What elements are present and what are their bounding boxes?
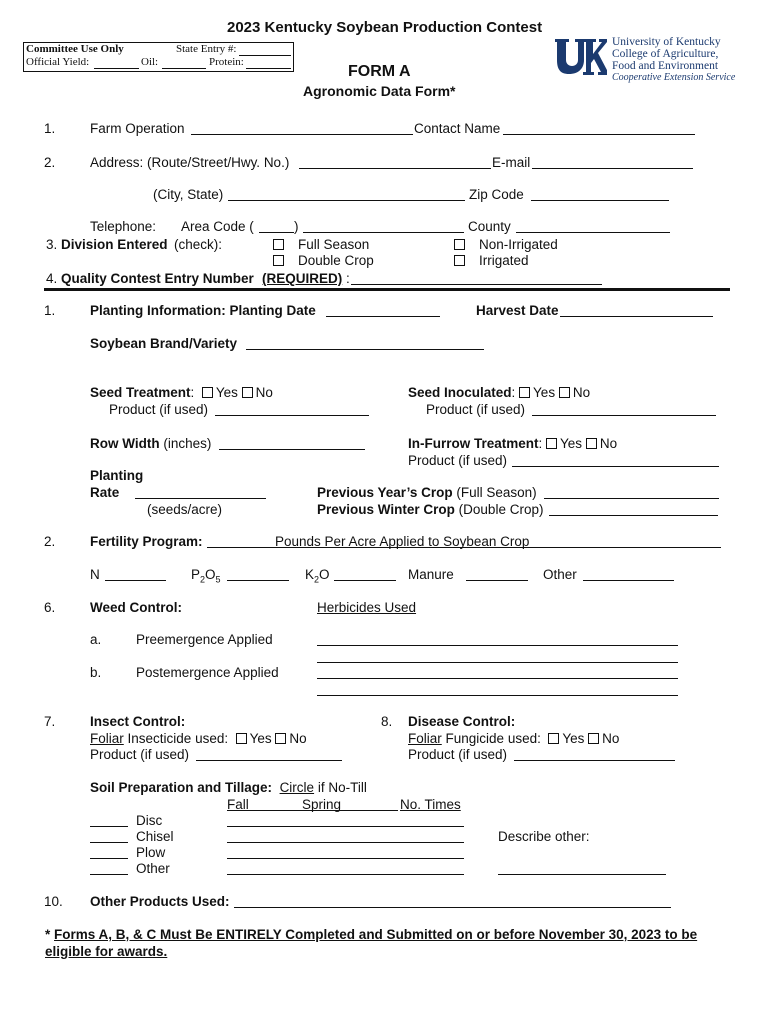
check-label: (check): bbox=[174, 237, 223, 252]
fungicide-row bbox=[408, 731, 619, 746]
rate-label: Rate bbox=[90, 485, 120, 500]
irrigated-option[interactable] bbox=[454, 253, 529, 268]
seed-inoculated-product-label: Product (if used) bbox=[426, 402, 526, 417]
yes-label: Yes bbox=[560, 436, 583, 451]
other-products-label: Other Products Used: bbox=[90, 894, 230, 909]
no-label: No bbox=[289, 731, 307, 746]
contact-name-field[interactable] bbox=[503, 122, 695, 135]
university-wordmark bbox=[612, 36, 735, 84]
footer-note-2: eligible for awards. bbox=[45, 944, 168, 959]
q4-number: 4. bbox=[46, 271, 58, 286]
seeds-acre-label: (seeds/acre) bbox=[147, 502, 223, 517]
disease-control-label: Disease Control: bbox=[408, 714, 516, 729]
protein-label: Protein: bbox=[209, 56, 244, 68]
p7-number: 7. bbox=[44, 714, 56, 729]
chisel-label: Chisel bbox=[136, 829, 174, 844]
preemergence-label: Preemergence Applied bbox=[136, 632, 273, 647]
in-furrow-no-checkbox[interactable] bbox=[586, 438, 597, 449]
prev-winter-label: Previous Winter Crop bbox=[317, 502, 455, 517]
full-season-paren: (Full Season) bbox=[456, 485, 537, 500]
fungicide-product-field[interactable] bbox=[514, 748, 675, 761]
oil-label: Oil: bbox=[141, 56, 159, 68]
non-irrigated-label: Non-Irrigated bbox=[479, 237, 558, 252]
planting-date-field[interactable] bbox=[326, 304, 440, 317]
seed-inoculated-row: Seed Inoculated: Yes No bbox=[408, 385, 591, 400]
k2o-k: K bbox=[305, 567, 315, 582]
contact-name-label: Contact Name bbox=[414, 121, 501, 136]
circle-label: Circle bbox=[279, 780, 315, 795]
tillage-header-rule bbox=[248, 798, 398, 811]
seed-inoculated-yes-checkbox[interactable] bbox=[519, 387, 530, 398]
n-field[interactable] bbox=[105, 568, 166, 581]
email-field[interactable] bbox=[532, 156, 693, 169]
farm-operation-field[interactable] bbox=[191, 122, 413, 135]
area-code-field[interactable] bbox=[259, 220, 294, 233]
seed-treatment-yes-checkbox[interactable] bbox=[202, 387, 213, 398]
spring-header: Spring bbox=[302, 797, 342, 812]
p2o5-p: P bbox=[191, 567, 201, 582]
other-tillage-label: Other bbox=[136, 861, 170, 876]
fertility-program-text: Fertility Program bbox=[90, 534, 199, 549]
prev-year-row bbox=[317, 485, 537, 500]
full-season-option[interactable] bbox=[273, 237, 369, 252]
email-label: E-mail bbox=[492, 155, 531, 170]
no-label: No bbox=[255, 385, 273, 400]
quality-contest-field[interactable] bbox=[351, 272, 602, 285]
logo-line-3: Food and Environment bbox=[612, 60, 719, 72]
p1-number: 1. bbox=[44, 303, 56, 318]
prev-winter-row bbox=[317, 502, 543, 517]
k2o-label bbox=[305, 567, 330, 585]
footer-note: * Forms A, B, & C Must Be ENTIRELY Completed and Submitted on or before November 30, 2023 to be bbox=[45, 927, 698, 942]
insecticide-no-checkbox[interactable] bbox=[275, 733, 286, 744]
fungicide-used-label: Fungicide used: bbox=[445, 731, 541, 746]
no-label: No bbox=[602, 731, 620, 746]
q3-number: 3. bbox=[46, 237, 58, 252]
zip-field[interactable] bbox=[531, 188, 669, 201]
full-season-checkbox[interactable] bbox=[273, 239, 284, 250]
p2o5-sub2: 2 bbox=[200, 574, 206, 585]
inches-label: (inches) bbox=[163, 436, 212, 451]
footer-note-text: Forms A, B, & C Must Be ENTIRELY Completed and Submitted on or before November 30, 2023 to be bbox=[54, 927, 698, 942]
k2o-sub2: 2 bbox=[314, 574, 320, 585]
logo-line-2: College of Agriculture, bbox=[612, 48, 719, 60]
non-irrigated-option[interactable] bbox=[454, 237, 558, 252]
address-label: Address: (Route/Street/Hwy. No.) bbox=[90, 155, 290, 170]
plow-label: Plow bbox=[136, 845, 166, 860]
pounds-per-acre-label: Pounds Per Acre Applied to Soybean Crop bbox=[275, 534, 530, 549]
row-width-row bbox=[90, 436, 211, 451]
manure-label: Manure bbox=[408, 567, 454, 582]
plow-field[interactable] bbox=[227, 846, 464, 859]
insecticide-product-label: Product (if used) bbox=[90, 747, 190, 762]
other-tillage-field[interactable] bbox=[227, 862, 464, 875]
disc-field[interactable] bbox=[227, 814, 464, 827]
in-furrow-product-field[interactable] bbox=[512, 454, 719, 467]
division-entered-label: Division Entered bbox=[61, 237, 168, 252]
address-field[interactable] bbox=[299, 156, 491, 169]
soil-prep-row: Soil Preparation and Tillage: Circle if No-Till bbox=[90, 780, 367, 795]
seed-treatment-row: Seed Treatment: Yes No bbox=[90, 385, 273, 400]
seed-inoculated-product-field[interactable] bbox=[532, 403, 716, 416]
no-label: No bbox=[572, 385, 591, 400]
manure-field[interactable] bbox=[466, 568, 528, 581]
foliar-label: Foliar bbox=[90, 731, 124, 746]
describe-other-field[interactable] bbox=[498, 862, 666, 875]
seed-treatment-product-field[interactable] bbox=[215, 403, 369, 416]
non-irrigated-checkbox[interactable] bbox=[454, 239, 465, 250]
seed-treatment-label: Seed Treatment bbox=[90, 385, 191, 400]
farm-operation-label: Farm Operation bbox=[90, 121, 185, 136]
official-yield-label: Official Yield: bbox=[26, 56, 90, 68]
area-code-label: Area Code ( bbox=[181, 219, 254, 234]
soil-prep-label: Soil Preparation and Tillage bbox=[90, 780, 268, 795]
fertility-program-label: Fertility Program: bbox=[90, 534, 203, 549]
other-fert-field[interactable] bbox=[583, 568, 674, 581]
disc-label: Disc bbox=[136, 813, 163, 828]
committee-use-box bbox=[23, 42, 294, 72]
p6-number: 6. bbox=[44, 600, 56, 615]
disc-check-field[interactable] bbox=[90, 814, 128, 827]
preemergence-field-1[interactable] bbox=[317, 633, 678, 646]
p8-number: 8. bbox=[381, 714, 393, 729]
double-crop-paren: (Double Crop) bbox=[458, 502, 544, 517]
p2-number: 2. bbox=[44, 534, 56, 549]
seed-inoculated-label: Seed Inoculated bbox=[408, 385, 512, 400]
fungicide-yes-checkbox[interactable] bbox=[548, 733, 559, 744]
insecticide-yes-checkbox[interactable] bbox=[236, 733, 247, 744]
full-season-label: Full Season bbox=[298, 237, 370, 252]
postemergence-label: Postemergence Applied bbox=[136, 665, 279, 680]
p2o5-field[interactable] bbox=[227, 568, 289, 581]
in-furrow-yes-checkbox[interactable] bbox=[546, 438, 557, 449]
row-width-label: Row Width bbox=[90, 436, 160, 451]
seed-treatment-product-label: Product (if used) bbox=[109, 402, 209, 417]
yes-label: Yes bbox=[249, 731, 272, 746]
planting-rate-field[interactable] bbox=[135, 486, 266, 499]
quality-contest-label: Quality Contest Entry Number bbox=[61, 271, 254, 286]
state-entry-label: State Entry #: bbox=[176, 43, 237, 55]
p2o5-label bbox=[191, 567, 221, 585]
foliar-label: Foliar bbox=[408, 731, 442, 746]
prev-winter-field[interactable] bbox=[549, 503, 718, 516]
in-furrow-row: In-Furrow Treatment: Yes No bbox=[408, 436, 618, 451]
a-label: a. bbox=[90, 632, 102, 647]
if-no-till-label: if No-Till bbox=[317, 780, 367, 795]
in-furrow-label: In-Furrow Treatment bbox=[408, 436, 539, 451]
weed-control-text: Weed Control bbox=[90, 600, 178, 615]
weed-control-label: Weed Control: bbox=[90, 600, 182, 615]
postemergence-field-2[interactable] bbox=[317, 683, 678, 696]
prev-year-field[interactable] bbox=[544, 486, 719, 499]
chisel-field[interactable] bbox=[227, 830, 464, 843]
harvest-date-field[interactable] bbox=[560, 304, 713, 317]
form-name: FORM A bbox=[348, 63, 411, 80]
postemergence-field-1[interactable] bbox=[317, 666, 678, 679]
other-products-field[interactable] bbox=[234, 895, 671, 908]
double-crop-checkbox[interactable] bbox=[273, 255, 284, 266]
form-subtitle: Agronomic Data Form* bbox=[303, 83, 456, 99]
insecticide-used-label: Insecticide used: bbox=[127, 731, 229, 746]
fungicide-product-label: Product (if used) bbox=[408, 747, 508, 762]
no-times-header: No. Times bbox=[400, 797, 461, 812]
telephone-label: Telephone: bbox=[90, 219, 157, 234]
planting-info-label: Planting Information: Planting Date bbox=[90, 303, 316, 318]
irrigated-checkbox[interactable] bbox=[454, 255, 465, 266]
n-label: N bbox=[90, 567, 100, 582]
fall-header: Fall bbox=[227, 797, 249, 812]
p10-number: 10. bbox=[44, 894, 63, 909]
describe-other-label: Describe other: bbox=[498, 829, 590, 844]
yes-label: Yes bbox=[533, 385, 556, 400]
brand-variety-label: Soybean Brand/Variety bbox=[90, 336, 238, 351]
city-state-field[interactable] bbox=[228, 188, 465, 201]
insecticide-product-field[interactable] bbox=[196, 748, 342, 761]
harvest-date-label: Harvest Date bbox=[476, 303, 559, 318]
fungicide-no-checkbox[interactable] bbox=[588, 733, 599, 744]
other-products-text: Other Products Used bbox=[90, 894, 226, 909]
other-fert-label: Other bbox=[543, 567, 577, 582]
committee-title: Committee Use Only bbox=[26, 43, 124, 55]
logo-line-1: University of Kentucky bbox=[612, 36, 721, 48]
k2o-o: O bbox=[319, 567, 330, 582]
no-label: No bbox=[599, 436, 618, 451]
insect-control-label: Insect Control: bbox=[90, 714, 186, 729]
chisel-check-field[interactable] bbox=[90, 830, 128, 843]
yes-label: Yes bbox=[215, 385, 238, 400]
irrigated-label: Irrigated bbox=[479, 253, 529, 268]
brand-variety-field[interactable] bbox=[246, 337, 484, 350]
city-state-label: (City, State) bbox=[153, 187, 224, 202]
section-divider bbox=[44, 288, 730, 291]
preemergence-field-2[interactable] bbox=[317, 650, 678, 663]
plow-check-field[interactable] bbox=[90, 846, 128, 859]
k2o-field[interactable] bbox=[334, 568, 396, 581]
seed-inoculated-no-checkbox[interactable] bbox=[559, 387, 570, 398]
phone-field[interactable] bbox=[303, 220, 464, 233]
county-field[interactable] bbox=[516, 220, 670, 233]
in-furrow-product-label: Product (if used) bbox=[408, 453, 508, 468]
other-tillage-check-field[interactable] bbox=[90, 862, 128, 875]
required-label: (REQUIRED) bbox=[262, 271, 343, 286]
county-label: County bbox=[468, 219, 511, 234]
planting-label: Planting bbox=[90, 468, 144, 483]
logo-line-4: Cooperative Extension Service bbox=[612, 72, 736, 83]
q2-number: 2. bbox=[44, 155, 56, 170]
zip-label: Zip Code bbox=[469, 187, 524, 202]
b-label: b. bbox=[90, 665, 102, 680]
q1-number: 1. bbox=[44, 121, 56, 136]
row-width-field[interactable] bbox=[219, 437, 365, 450]
double-crop-option[interactable] bbox=[273, 253, 374, 268]
yes-label: Yes bbox=[562, 731, 585, 746]
herbicides-used-label: Herbicides Used bbox=[317, 600, 417, 615]
double-crop-label: Double Crop bbox=[298, 253, 374, 268]
contest-title: 2023 Kentucky Soybean Production Contest bbox=[227, 19, 543, 36]
insecticide-row bbox=[90, 731, 307, 746]
seed-treatment-no-checkbox[interactable] bbox=[242, 387, 253, 398]
p2o5-o: O bbox=[205, 567, 216, 582]
uk-logo-icon bbox=[553, 37, 607, 77]
prev-year-label: Previous Year’s Crop bbox=[317, 485, 453, 500]
p2o5-sub5: 5 bbox=[215, 574, 221, 585]
